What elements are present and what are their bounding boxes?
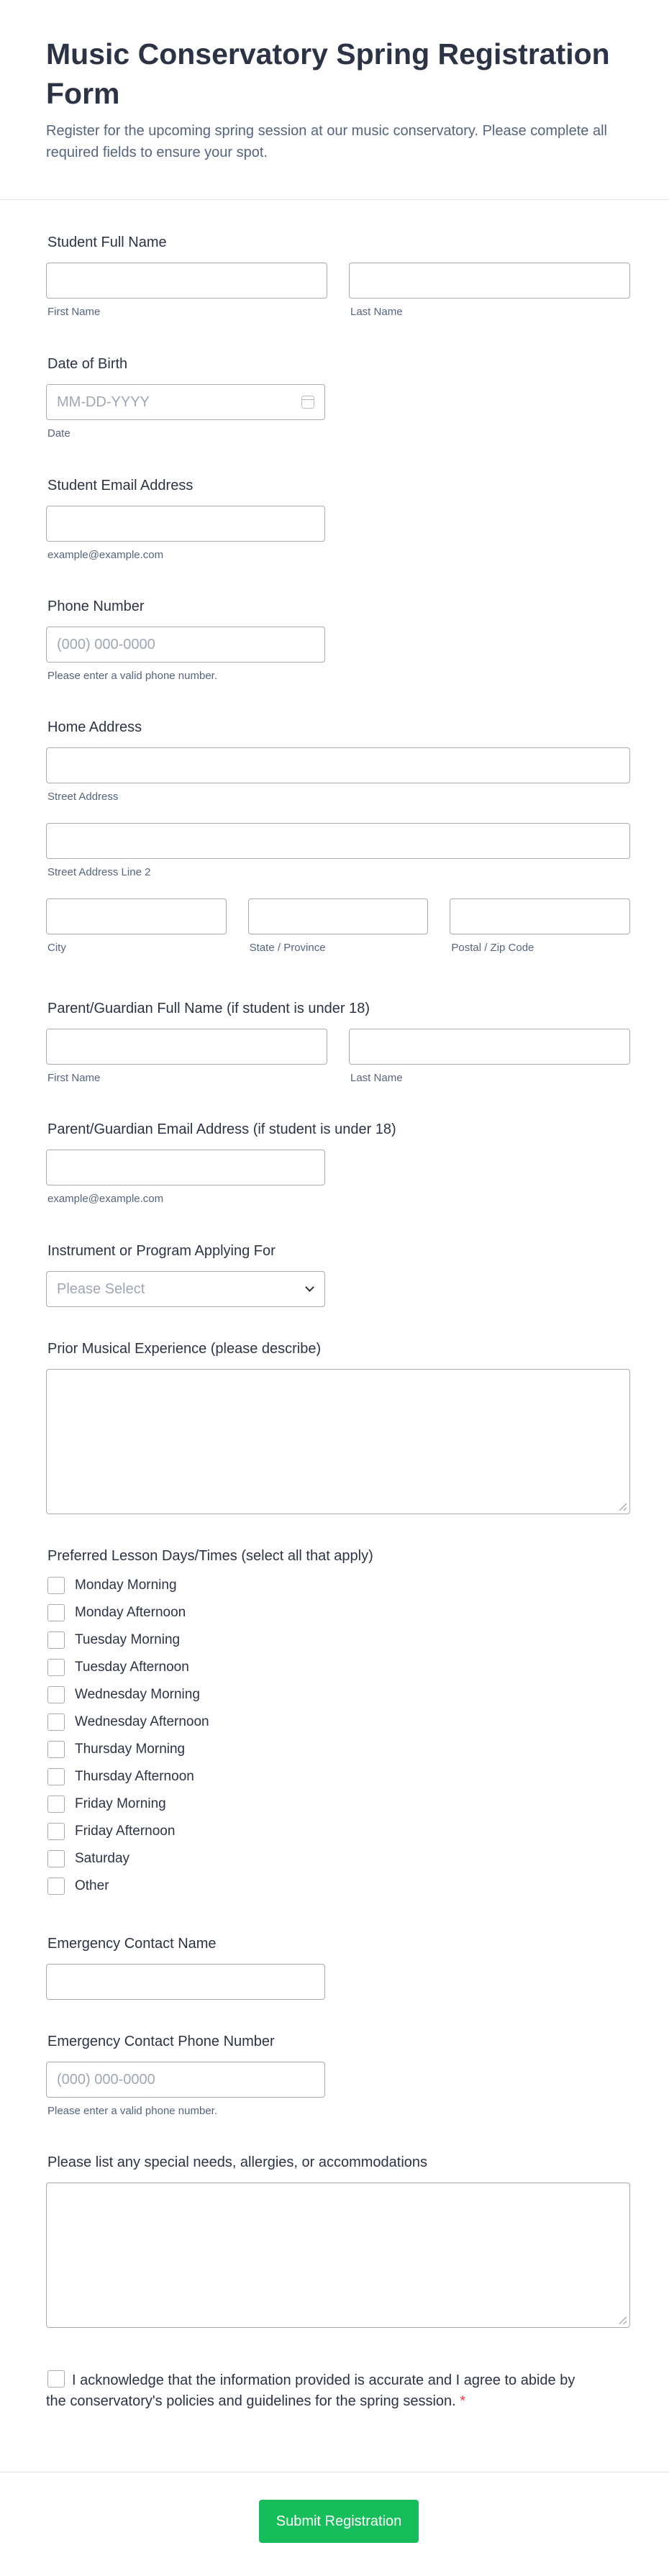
emergency-phone-field: [46, 2033, 630, 2117]
submit-button[interactable]: Submit Registration: [259, 2500, 419, 2543]
guardian-email-field: [46, 1121, 630, 1205]
emergency-phone-placeholder: (000) 000-0000: [57, 2071, 155, 2088]
student-first-name-input[interactable]: [46, 263, 327, 299]
guardian-name-field: [46, 1000, 630, 1084]
city-input[interactable]: [46, 898, 227, 934]
guardian-email-input[interactable]: [46, 1150, 325, 1185]
checkbox-label: Tuesday Morning: [75, 1632, 181, 1647]
city-sublabel: City: [47, 942, 66, 954]
form-title: Music Conservatory Spring Registration Form: [46, 37, 610, 111]
checkbox-option[interactable]: [47, 1790, 630, 1818]
emergency-phone-label: Emergency Contact Phone Number: [47, 2034, 275, 2049]
checkbox-option[interactable]: [47, 1872, 630, 1900]
student-first-name-sublabel: First Name: [47, 306, 101, 318]
checkbox-option[interactable]: [47, 1763, 630, 1790]
guardian-first-name-input[interactable]: [46, 1029, 327, 1065]
dob-placeholder: MM-DD-YYYY: [57, 393, 150, 410]
instrument-label: Instrument or Program Applying For: [47, 1243, 276, 1259]
lesson-times-label: Preferred Lesson Days/Times (select all that apply): [47, 1548, 373, 1564]
form-description: Register for the upcoming spring session at our music conservatory. Please complete all required fields to ensure your spot.: [46, 122, 607, 160]
resize-grip-icon[interactable]: [619, 2317, 627, 2324]
acknowledge-text: I acknowledge that the information provided is accurate and I agree to abide by the conservatory's policies and guidelines for the spring session.: [46, 2372, 575, 2409]
street-address-line2-sublabel: Street Address Line 2: [47, 866, 151, 878]
acknowledge-field: [46, 2370, 583, 2412]
checkbox-option[interactable]: [47, 1681, 630, 1708]
acknowledge-option[interactable]: [46, 2370, 583, 2412]
checkbox-option[interactable]: [47, 1572, 630, 1599]
address-label: Home Address: [47, 719, 142, 735]
calendar-icon[interactable]: [301, 396, 314, 409]
form-header: [0, 0, 669, 200]
guardian-name-label: Parent/Guardian Full Name (if student is under 18): [47, 1001, 370, 1016]
experience-label: Prior Musical Experience (please describe): [47, 1341, 322, 1357]
zip-input[interactable]: [450, 898, 630, 934]
student-email-label: Student Email Address: [47, 478, 194, 493]
required-mark: *: [460, 2393, 466, 2409]
zip-sublabel: Postal / Zip Code: [451, 942, 534, 954]
phone-input[interactable]: [46, 627, 325, 663]
checkbox-label: Tuesday Afternoon: [75, 1660, 189, 1675]
checkbox-label: Saturday: [75, 1851, 130, 1866]
student-email-input[interactable]: [46, 506, 325, 542]
student-email-field: [46, 477, 630, 561]
acknowledge-checkbox[interactable]: [47, 2370, 65, 2388]
dob-label: Date of Birth: [47, 356, 128, 372]
guardian-last-name-sublabel: Last Name: [350, 1072, 403, 1084]
checkbox-label: Monday Morning: [75, 1578, 177, 1593]
checkbox[interactable]: [47, 1577, 65, 1594]
student-last-name-input[interactable]: [349, 263, 630, 299]
checkbox[interactable]: [47, 1850, 65, 1867]
checkbox-label: Thursday Morning: [75, 1742, 186, 1757]
checkbox-label: Thursday Afternoon: [75, 1769, 194, 1784]
checkbox-option[interactable]: [47, 1654, 630, 1681]
instrument-select[interactable]: [46, 1271, 325, 1307]
resize-grip-icon[interactable]: [619, 1503, 627, 1511]
street-address-line2-input[interactable]: [46, 823, 630, 859]
checkbox-option[interactable]: [47, 1818, 630, 1845]
emergency-phone-sublabel: Please enter a valid phone number.: [47, 2105, 217, 2117]
chevron-down-icon: [305, 1283, 314, 1292]
checkbox-option[interactable]: [47, 1736, 630, 1763]
checkbox[interactable]: [47, 1659, 65, 1676]
phone-placeholder: (000) 000-0000: [57, 636, 155, 652]
dob-sublabel: Date: [47, 427, 70, 440]
checkbox[interactable]: [47, 1686, 65, 1703]
instrument-field: [46, 1242, 630, 1307]
student-last-name-sublabel: Last Name: [350, 306, 403, 318]
checkbox-option[interactable]: [47, 1845, 630, 1872]
checkbox-label: Monday Afternoon: [75, 1605, 186, 1620]
checkbox-label: Wednesday Afternoon: [75, 1714, 209, 1729]
dob-input[interactable]: [46, 384, 325, 420]
checkbox-option[interactable]: [47, 1708, 630, 1736]
special-needs-label: Please list any special needs, allergies, or accommodations: [47, 2154, 428, 2170]
checkbox-label: Wednesday Morning: [75, 1687, 200, 1702]
street-address-input[interactable]: [46, 747, 630, 783]
checkbox[interactable]: [47, 1768, 65, 1785]
checkbox-label: Other: [75, 1878, 109, 1893]
student-name-label: Student Full Name: [47, 235, 167, 250]
experience-field: [46, 1340, 630, 1514]
instrument-selected-value: Please Select: [57, 1280, 145, 1297]
lesson-times-options: [47, 1572, 630, 1900]
student-email-sublabel: example@example.com: [47, 549, 164, 561]
checkbox-option[interactable]: [47, 1599, 630, 1626]
special-needs-textarea[interactable]: [46, 2183, 630, 2328]
phone-label: Phone Number: [47, 599, 145, 614]
special-needs-field: [46, 2154, 630, 2328]
checkbox[interactable]: [47, 1631, 65, 1649]
state-input[interactable]: [248, 898, 429, 934]
guardian-first-name-sublabel: First Name: [47, 1072, 101, 1084]
address-field: [46, 719, 630, 954]
guardian-last-name-input[interactable]: [349, 1029, 630, 1065]
checkbox-label: Friday Morning: [75, 1796, 166, 1811]
guardian-email-label: Parent/Guardian Email Address (if student is under 18): [47, 1121, 396, 1137]
checkbox[interactable]: [47, 1604, 65, 1621]
phone-sublabel: Please enter a valid phone number.: [47, 670, 217, 682]
checkbox-label: Friday Afternoon: [75, 1824, 176, 1839]
checkbox[interactable]: [47, 1878, 65, 1895]
checkbox[interactable]: [47, 1741, 65, 1758]
form-footer: [0, 2472, 669, 2576]
emergency-phone-input[interactable]: [46, 2062, 325, 2098]
emergency-name-field: [46, 1935, 630, 2000]
checkbox[interactable]: [47, 1823, 65, 1840]
checkbox[interactable]: [47, 1796, 65, 1813]
emergency-name-input[interactable]: [46, 1964, 325, 2000]
lesson-times-field: [46, 1547, 630, 1900]
street-address-sublabel: Street Address: [47, 791, 119, 803]
emergency-name-label: Emergency Contact Name: [47, 1936, 217, 1952]
state-sublabel: State / Province: [249, 942, 326, 954]
student-name-field: [46, 234, 630, 318]
checkbox[interactable]: [47, 1713, 65, 1731]
experience-textarea[interactable]: [46, 1369, 630, 1514]
guardian-email-sublabel: example@example.com: [47, 1193, 164, 1205]
phone-field: [46, 598, 630, 682]
checkbox-option[interactable]: [47, 1626, 630, 1654]
dob-field: [46, 355, 630, 440]
